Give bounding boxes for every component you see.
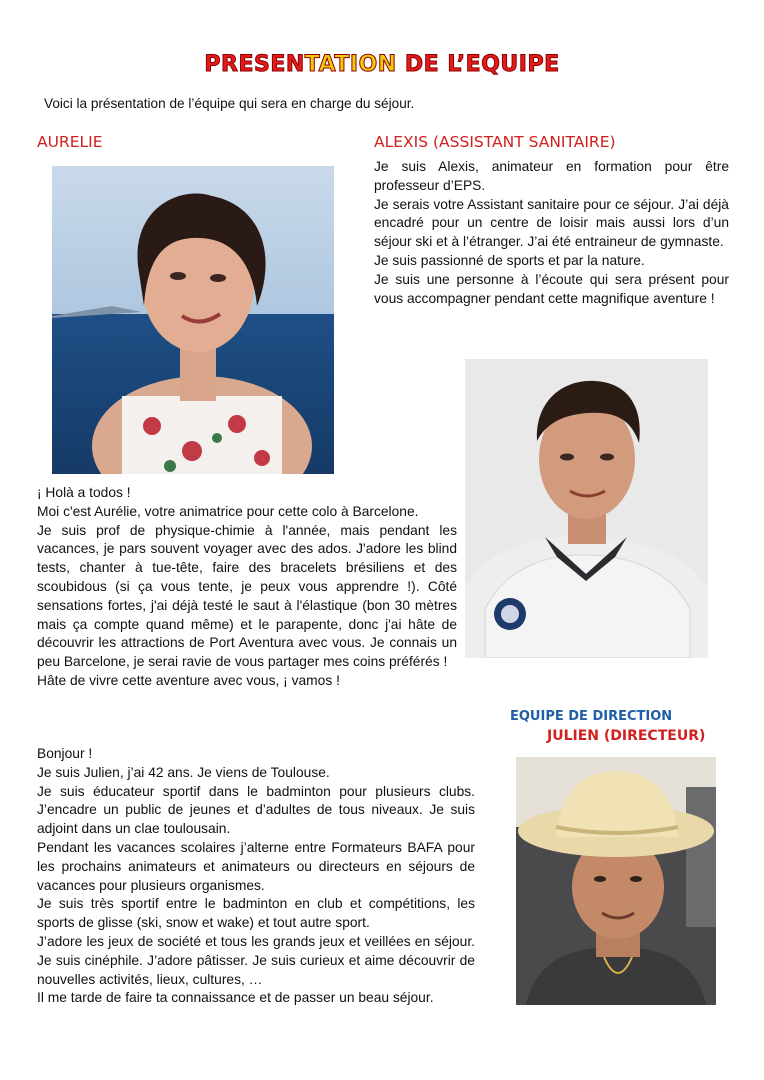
- julien-paragraph: Je suis Julien, j’ai 42 ans. Je viens de Toulouse.: [37, 764, 330, 780]
- intro-text: Voici la présentation de l’équipe qui sera en charge du séjour.: [44, 96, 415, 111]
- julien-paragraph: Je suis très sportif entre le badminton en club et compétitions, les sports de glisse (ski, snow et wake) et tout autre sport.: [37, 896, 475, 931]
- alexis-text: [374, 158, 729, 308]
- aurelie-paragraph: Hâte de vivre cette aventure avec vous, ¡ vamos !: [37, 672, 340, 688]
- julien-paragraph: J’adore les jeux de société et tous les grands jeux et veillées en séjour. Je suis cinéphile. J’adore pâtisser. Je suis curieux et aime découvrir de nouvelles activités, lieux, cultures, …: [37, 933, 475, 987]
- julien-paragraph: Pendant les vacances scolaires j’alterne entre Formateurs BAFA pour les prochains animateurs et animateurs ou directeurs en séjours de vacances pour plusieurs organismes.: [37, 839, 475, 893]
- alexis-paragraph: Je suis une personne à l’écoute qui sera présent pour vous accompagner pendant cette magnifique aventure !: [374, 271, 729, 306]
- title-part: L’EQUIPE: [447, 52, 560, 77]
- julien-text: [37, 745, 475, 1008]
- title-part: TATION: [304, 52, 405, 77]
- julien-photo: [516, 757, 716, 1005]
- alexis-photo: [465, 359, 708, 658]
- direction-heading: EQUIPE DE DIRECTION: [510, 709, 673, 724]
- alexis-paragraph: Je serais votre Assistant sanitaire pour ce séjour. J’ai déjà encadré pour un centre de loisir mais aussi lors d’un séjour ski et à l’étranger. J’ai été entraineur de gymnaste.: [374, 196, 729, 250]
- aurelie-photo: [52, 166, 334, 474]
- alexis-paragraph: Je suis passionné de sports et par la nature.: [374, 252, 645, 268]
- julien-paragraph: Je suis éducateur sportif dans le badminton pour plusieurs clubs. J’encadre un public de jeunes et d’adultes de tous niveaux. Je suis adjoint dans un clae toulousain.: [37, 783, 475, 837]
- page-title: [0, 52, 764, 77]
- aurelie-text: [37, 484, 457, 691]
- aurelie-paragraph: Je suis prof de physique-chimie à l'année, mais pendant les vacances, je pars souvent voyager avec des ados. J'adore les blind tests, chanter à tue-tête, faire des bracelets brésiliens et des scoubidous (si ça vous tente, je peux vous apprendre !). Côté sensations fortes, j'ai déjà testé le saut à l'élastique (bon 30 mètres mais ça compte quand même) et le parapente, donc j'ai hâte de découvrir les attractions de Port Aventura avec vous. Je connais un peu Barcelone, je serai ravie de vous partager mes coins préférés !: [37, 522, 457, 670]
- aurelie-heading: AURELIE: [37, 133, 103, 151]
- alexis-paragraph: Je suis Alexis, animateur en formation pour être professeur d’EPS.: [374, 159, 729, 193]
- aurelie-paragraph: ¡ Holà a todos !: [37, 485, 131, 500]
- aurelie-paragraph: Moi c'est Aurélie, votre animatrice pour cette colo à Barcelone.: [37, 503, 419, 519]
- julien-paragraph: Bonjour !: [37, 746, 93, 761]
- julien-paragraph: Il me tarde de faire ta connaissance et de passer un beau séjour.: [37, 990, 434, 1006]
- julien-heading: JULIEN (DIRECTEUR): [547, 728, 706, 744]
- title-part: DE: [404, 52, 448, 77]
- alexis-heading: ALEXIS (ASSISTANT SANITAIRE): [374, 133, 616, 151]
- title-part: PRESEN: [204, 52, 305, 77]
